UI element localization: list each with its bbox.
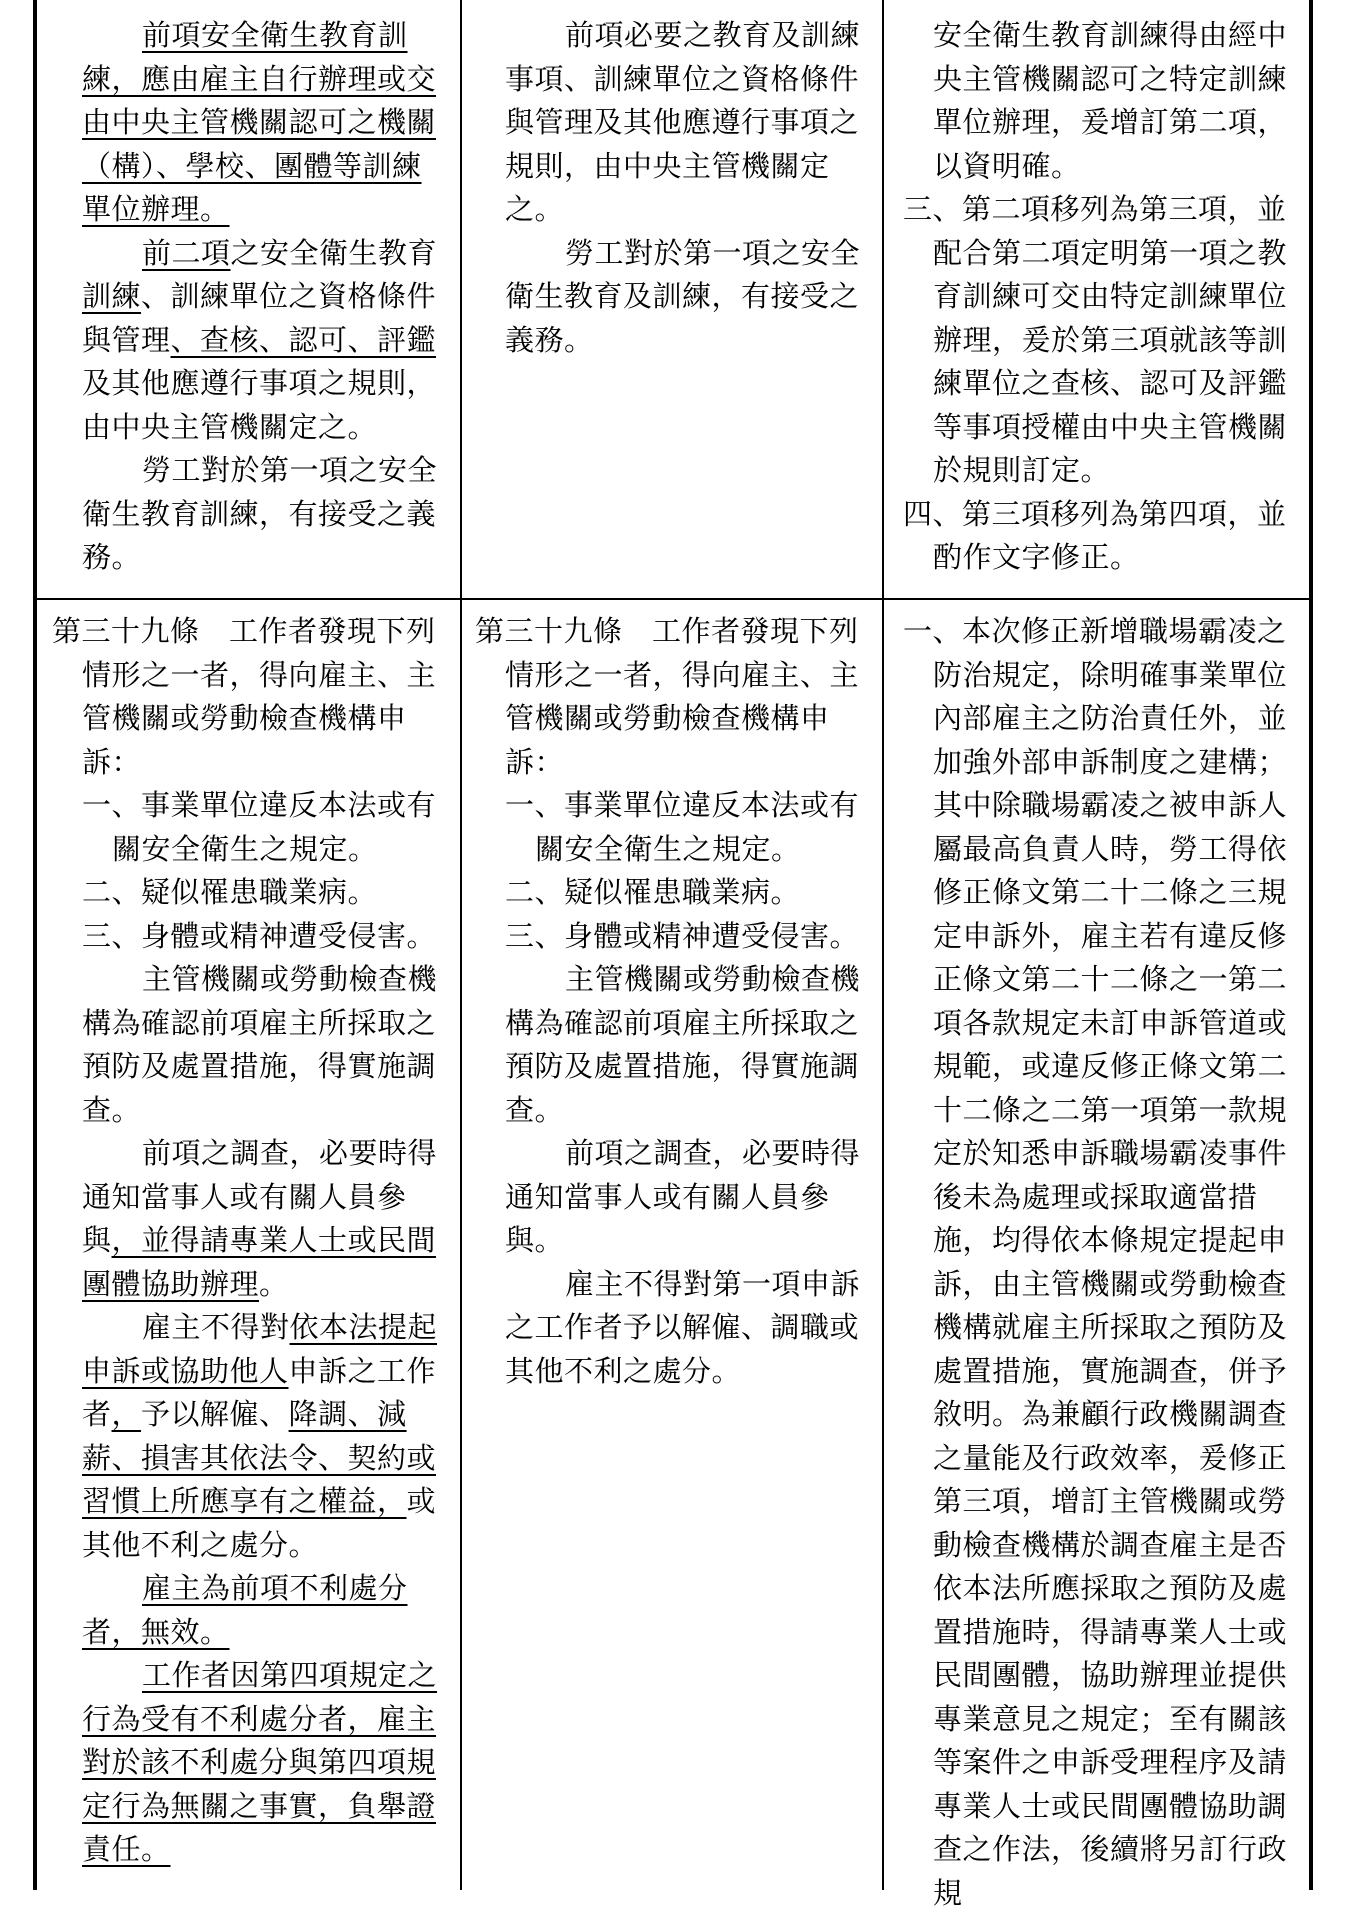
- column-divider-1: [460, 0, 462, 1890]
- row1-explanation-item-3: 三、第二項移列為第三項，並配合第二項定明第一項之教育訓練可交由特定訓練單位辦理，爰於第三項就該等訓練單位之查核、認可及評鑑等事項授權由中央主管機關於規則訂定。: [903, 192, 1288, 487]
- article-39-amended-items: [52, 784, 444, 1872]
- row1-amended-cell: [82, 0, 444, 580]
- row2-amended-para-3: 前項之調查，必要時得通知當事人或有關人員參與，並得請專業人士或民間團體協助辦理。: [82, 1136, 438, 1301]
- row1-explanation-item-4: 四、第三項移列為第四項，並酌作文字修正。: [903, 496, 1287, 574]
- row2-current-para-4: 雇主不得對第一項申訴之工作者予以解僱、調職或其他不利之處分。: [505, 1266, 861, 1388]
- article-39-current-heading: 第三十九條 工作者發現下列情形之一者，得向雇主、主管機關或勞動檢查機構申訴：: [475, 614, 860, 779]
- row2-current-para-2: 主管機關或勞動檢查機構為確認前項雇主所採取之預防及處置措施，得實施調查。: [505, 962, 861, 1127]
- row2-amended-para-4: 雇主不得對依本法提起申訴或協助他人申訴之工作者，予以解僱、降調、減薪、損害其依法令、契約或習慣上所應享有之權益，或其他不利之處分。: [82, 1310, 438, 1562]
- row2-amended-cell: [52, 600, 444, 1872]
- row2-explanation-cell: [903, 600, 1295, 1915]
- row1-amended-para-1: 前項安全衛生教育訓練，應由雇主自行辦理或交由中央主管機關認可之機關（構）、學校、團體等訓練單位辦理。: [82, 18, 437, 226]
- row2-amended-para-2: 主管機關或勞動檢查機構為確認前項雇主所採取之預防及處置措施，得實施調查。: [82, 962, 438, 1127]
- row1-current-para-1: 前項必要之教育及訓練事項、訓練單位之資格條件與管理及其他應遵行事項之規則，由中央主管機關定之。: [505, 18, 861, 226]
- list-item: 二、疑似罹患職業病。: [82, 875, 378, 909]
- list-item: 三、身體或精神遭受侵害。: [82, 918, 437, 953]
- row1-current-para-2: 勞工對於第一項之安全衛生教育及訓練，有接受之義務。: [505, 235, 861, 357]
- table-left-border: [33, 0, 37, 1890]
- list-item: 二、疑似罹患職業病。: [505, 875, 801, 909]
- article-39-amended-heading: 第三十九條 工作者發現下列情形之一者，得向雇主、主管機關或勞動檢查機構申訴：: [52, 614, 437, 779]
- table-right-border: [1309, 0, 1313, 1890]
- row2-explanation-item-1: 一、本次修正新增職場霸凌之防治規定，除明確事業單位內部雇主之防治責任外，並加強外部申訴制度之建構；其中除職場霸凌之被申訴人屬最高負責人時，勞工得依修正條文第二十二條之三規定申訴外，雇主若有違反修正條文第二十二條之一第二項各款規定未訂申訴管道或規範，或違反修正條文第二十二條之二第一項第一款規定於知悉申訴職場霸凌事件後未為處理或採取適當措施，均得依本條規定提起申訴，由主管機關或勞動檢查機構就雇主所採取之預防及處置措施，實施調查，併予敘明。為兼顧行政機關調查之量能及行政效率，爰修正第三項，增訂主管機關或勞動檢查機構於調查雇主是否依本法所應採取之預防及處置措施時，得請專業人士或民間團體，協助辦理並提供專業意見之規定；至有關該等案件之申訴受理程序及請專業人士或民間團體協助調查之作法，後續將另訂行政規: [903, 614, 1288, 1910]
- row1-current-cell: [505, 0, 867, 362]
- list-item: 一、事業單位違反本法或有關安全衛生之規定。: [505, 788, 860, 866]
- row1-amended-para-3: 勞工對於第一項之安全衛生教育訓練，有接受之義務。: [82, 453, 438, 574]
- list-item: 一、事業單位違反本法或有關安全衛生之規定。: [82, 788, 437, 866]
- row1-explanation-continued: 安全衛生教育訓練得由經中央主管機關認可之特定訓練單位辦理，爰增訂第二項，以資明確。: [933, 18, 1288, 183]
- column-divider-2: [882, 0, 884, 1890]
- list-item: 三、身體或精神遭受侵害。: [505, 918, 860, 953]
- row1-amended-para-2: 前二項之安全衛生教育訓練、訓練單位之資格條件與管理、查核、認可、評鑑及其他應遵行事項之規則，由中央主管機關定之。: [82, 235, 438, 444]
- row1-explanation-cell: [903, 0, 1295, 580]
- article-39-current-items: [475, 784, 867, 1393]
- row2-amended-para-5: 雇主為前項不利處分者，無效。: [82, 1571, 408, 1649]
- row2-amended-para-6: 工作者因第四項規定之行為受有不利處分者，雇主對於該不利處分與第四項規定行為無關之事實，負舉證責任。: [82, 1658, 438, 1866]
- row2-current-cell: [475, 600, 867, 1393]
- row2-current-para-3: 前項之調查，必要時得通知當事人或有關人員參與。: [505, 1136, 861, 1257]
